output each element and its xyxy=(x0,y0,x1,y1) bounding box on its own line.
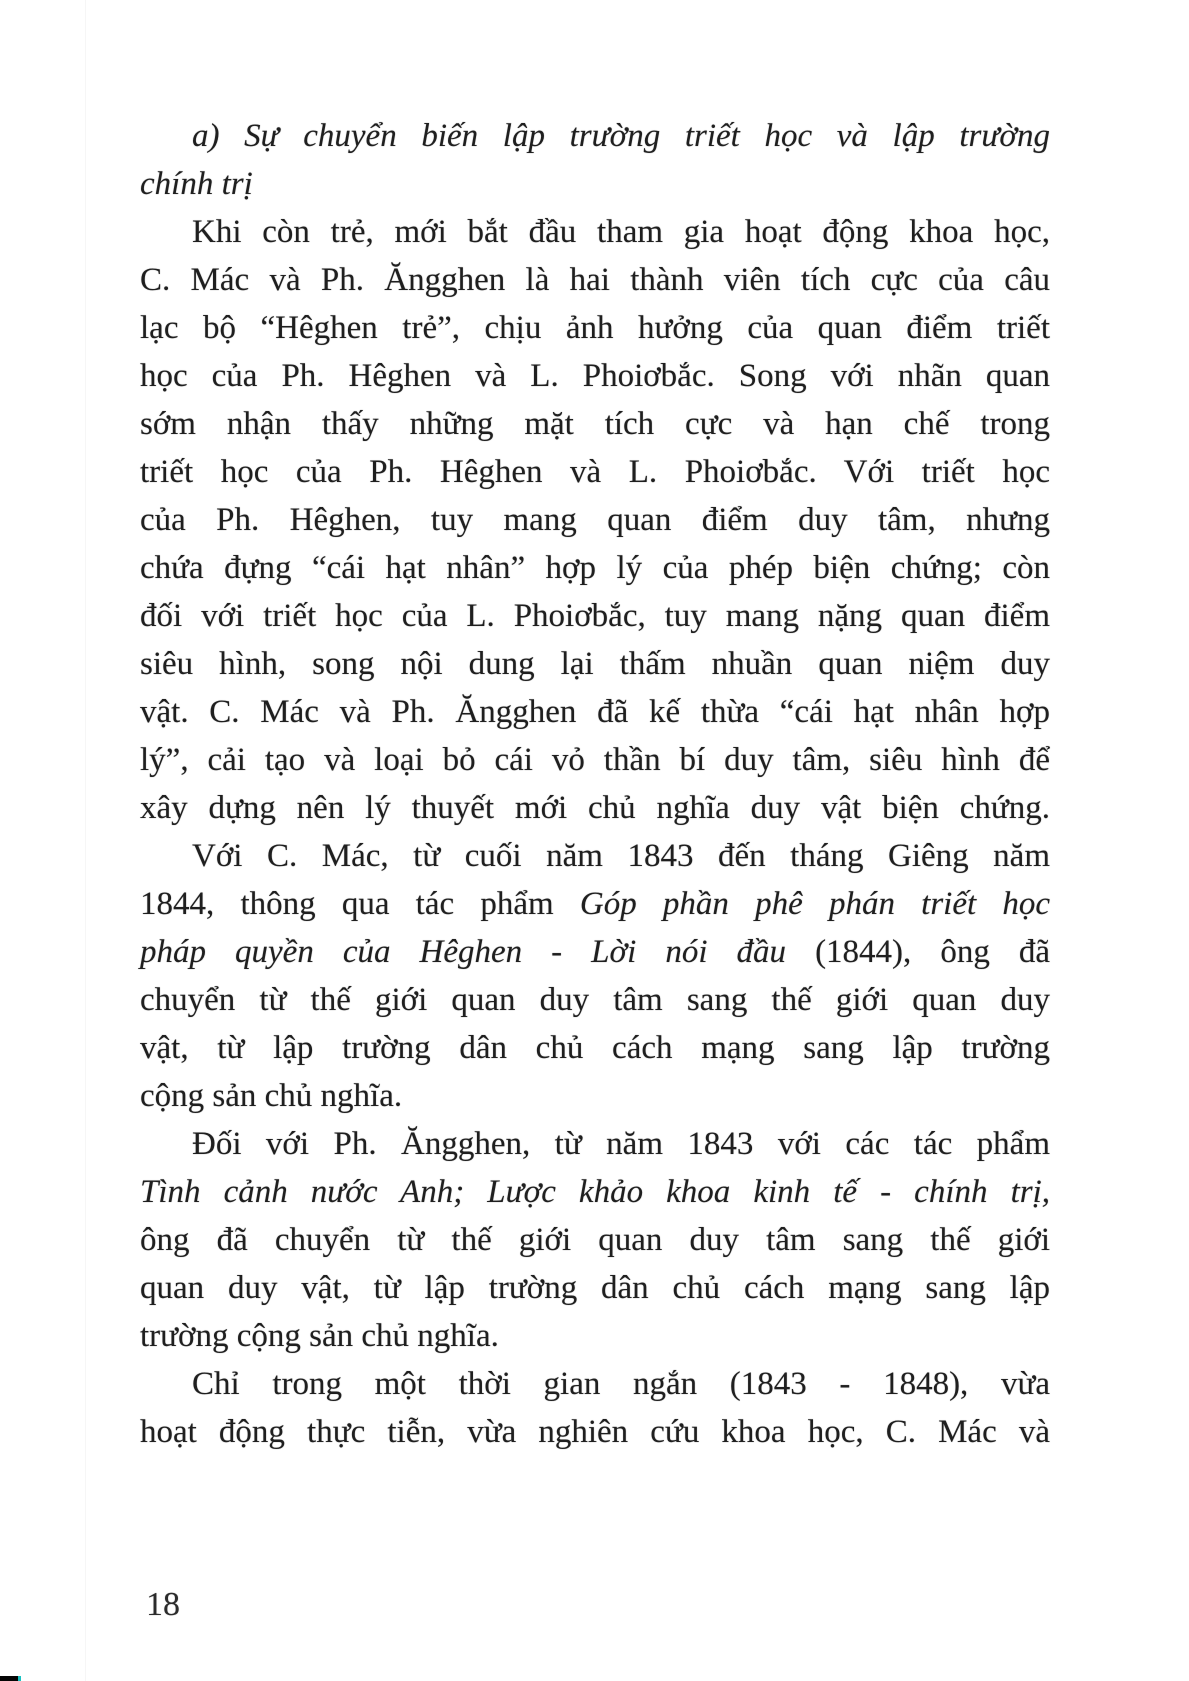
italic-text-run: a) Sự chuyển biến lập trường triết học và lập trường xyxy=(192,118,1050,154)
text-line xyxy=(140,544,1050,592)
text-line xyxy=(140,1360,1050,1408)
text-line xyxy=(140,640,1050,688)
scan-artifact-tip xyxy=(18,1676,21,1681)
text-line xyxy=(140,352,1050,400)
text-run: học của Ph. Hêghen và L. Phoiơbắc. Song với nhãn quan xyxy=(140,358,1050,394)
text-line xyxy=(140,400,1050,448)
text-line xyxy=(140,1168,1050,1216)
text-line xyxy=(140,1120,1050,1168)
text-line xyxy=(140,112,1050,160)
text-run: (1844), ông đã xyxy=(786,934,1050,970)
text-line xyxy=(140,304,1050,352)
text-run: chuyển từ thế giới quan duy tâm sang thế giới quan duy xyxy=(140,982,1050,1018)
text-run: sớm nhận thấy những mặt tích cực và hạn chế trong xyxy=(140,406,1050,442)
text-run: đối với triết học của L. Phoiơbắc, tuy mang nặng quan điểm xyxy=(140,598,1050,634)
text-run: quan duy vật, từ lập trường dân chủ cách mạng sang lập xyxy=(140,1270,1050,1306)
italic-text-run: Góp phần phê phán triết học xyxy=(579,886,1050,922)
text-run: ông đã chuyển từ thế giới quan duy tâm sang thế giới xyxy=(140,1222,1050,1258)
text-run: triết học của Ph. Hêghen và L. Phoiơbắc. Với triết học xyxy=(140,454,1050,490)
scan-artifact-mark xyxy=(0,1676,19,1681)
page-number: 18 xyxy=(146,1586,180,1623)
text-run: lạc bộ “Hêghen trẻ”, chịu ảnh hưởng của quan điểm triết xyxy=(140,310,1050,346)
text-line xyxy=(140,160,1050,208)
text-run: 1844, thông qua tác phẩm xyxy=(140,886,580,922)
italic-text-run: Tình cảnh nước Anh; Lược khảo khoa kinh tế - chính trị, xyxy=(140,1174,1050,1210)
italic-text-run: pháp quyền của Hêghen - Lời nói đầu xyxy=(140,934,787,970)
text-run: C. Mác và Ph. Ăngghen là hai thành viên tích cực của câu xyxy=(140,262,1050,298)
text-run: Chỉ trong một thời gian ngắn (1843 - 1848), vừa xyxy=(192,1366,1050,1402)
text-line xyxy=(140,1312,1050,1360)
text-line xyxy=(140,688,1050,736)
text-run: Khi còn trẻ, mới bắt đầu tham gia hoạt động khoa học, xyxy=(192,214,1050,250)
text-line xyxy=(140,1072,1050,1120)
text-run: hoạt động thực tiễn, vừa nghiên cứu khoa học, C. Mác và xyxy=(140,1414,1050,1450)
text-run: xây dựng nên lý thuyết mới chủ nghĩa duy vật biện chứng. xyxy=(140,790,1050,826)
text-line xyxy=(140,592,1050,640)
text-run: chứa đựng “cái hạt nhân” hợp lý của phép biện chứng; còn xyxy=(140,550,1050,586)
text-line xyxy=(140,496,1050,544)
text-run: của Ph. Hêghen, tuy mang quan điểm duy tâm, nhưng xyxy=(140,502,1050,538)
text-line xyxy=(140,736,1050,784)
text-run: vật, từ lập trường dân chủ cách mạng sang lập trường xyxy=(140,1030,1050,1066)
text-line xyxy=(140,256,1050,304)
text-run: siêu hình, song nội dung lại thấm nhuần quan niệm duy xyxy=(140,646,1050,682)
text-line xyxy=(140,1264,1050,1312)
text-line xyxy=(140,880,1050,928)
text-line xyxy=(140,1024,1050,1072)
text-line xyxy=(140,448,1050,496)
text-run: cộng sản chủ nghĩa. xyxy=(140,1078,403,1114)
text-run: trường cộng sản chủ nghĩa. xyxy=(140,1318,499,1354)
text-line xyxy=(140,784,1050,832)
text-run: Đối với Ph. Ăngghen, từ năm 1843 với các tác phẩm xyxy=(192,1126,1050,1162)
text-line xyxy=(140,976,1050,1024)
text-line xyxy=(140,928,1050,976)
text-line xyxy=(140,1408,1050,1456)
text-line xyxy=(140,1216,1050,1264)
text-line xyxy=(140,832,1050,880)
text-run: vật. C. Mác và Ph. Ăngghen đã kế thừa “cái hạt nhân hợp xyxy=(140,694,1050,730)
text-block xyxy=(140,112,1050,1456)
text-line xyxy=(140,208,1050,256)
text-run: Với C. Mác, từ cuối năm 1843 đến tháng Giêng năm xyxy=(192,838,1050,874)
italic-text-run: chính trị xyxy=(140,166,253,202)
text-run: lý”, cải tạo và loại bỏ cái vỏ thần bí duy tâm, siêu hình để xyxy=(140,742,1050,778)
page-scan-edge xyxy=(85,0,86,1681)
